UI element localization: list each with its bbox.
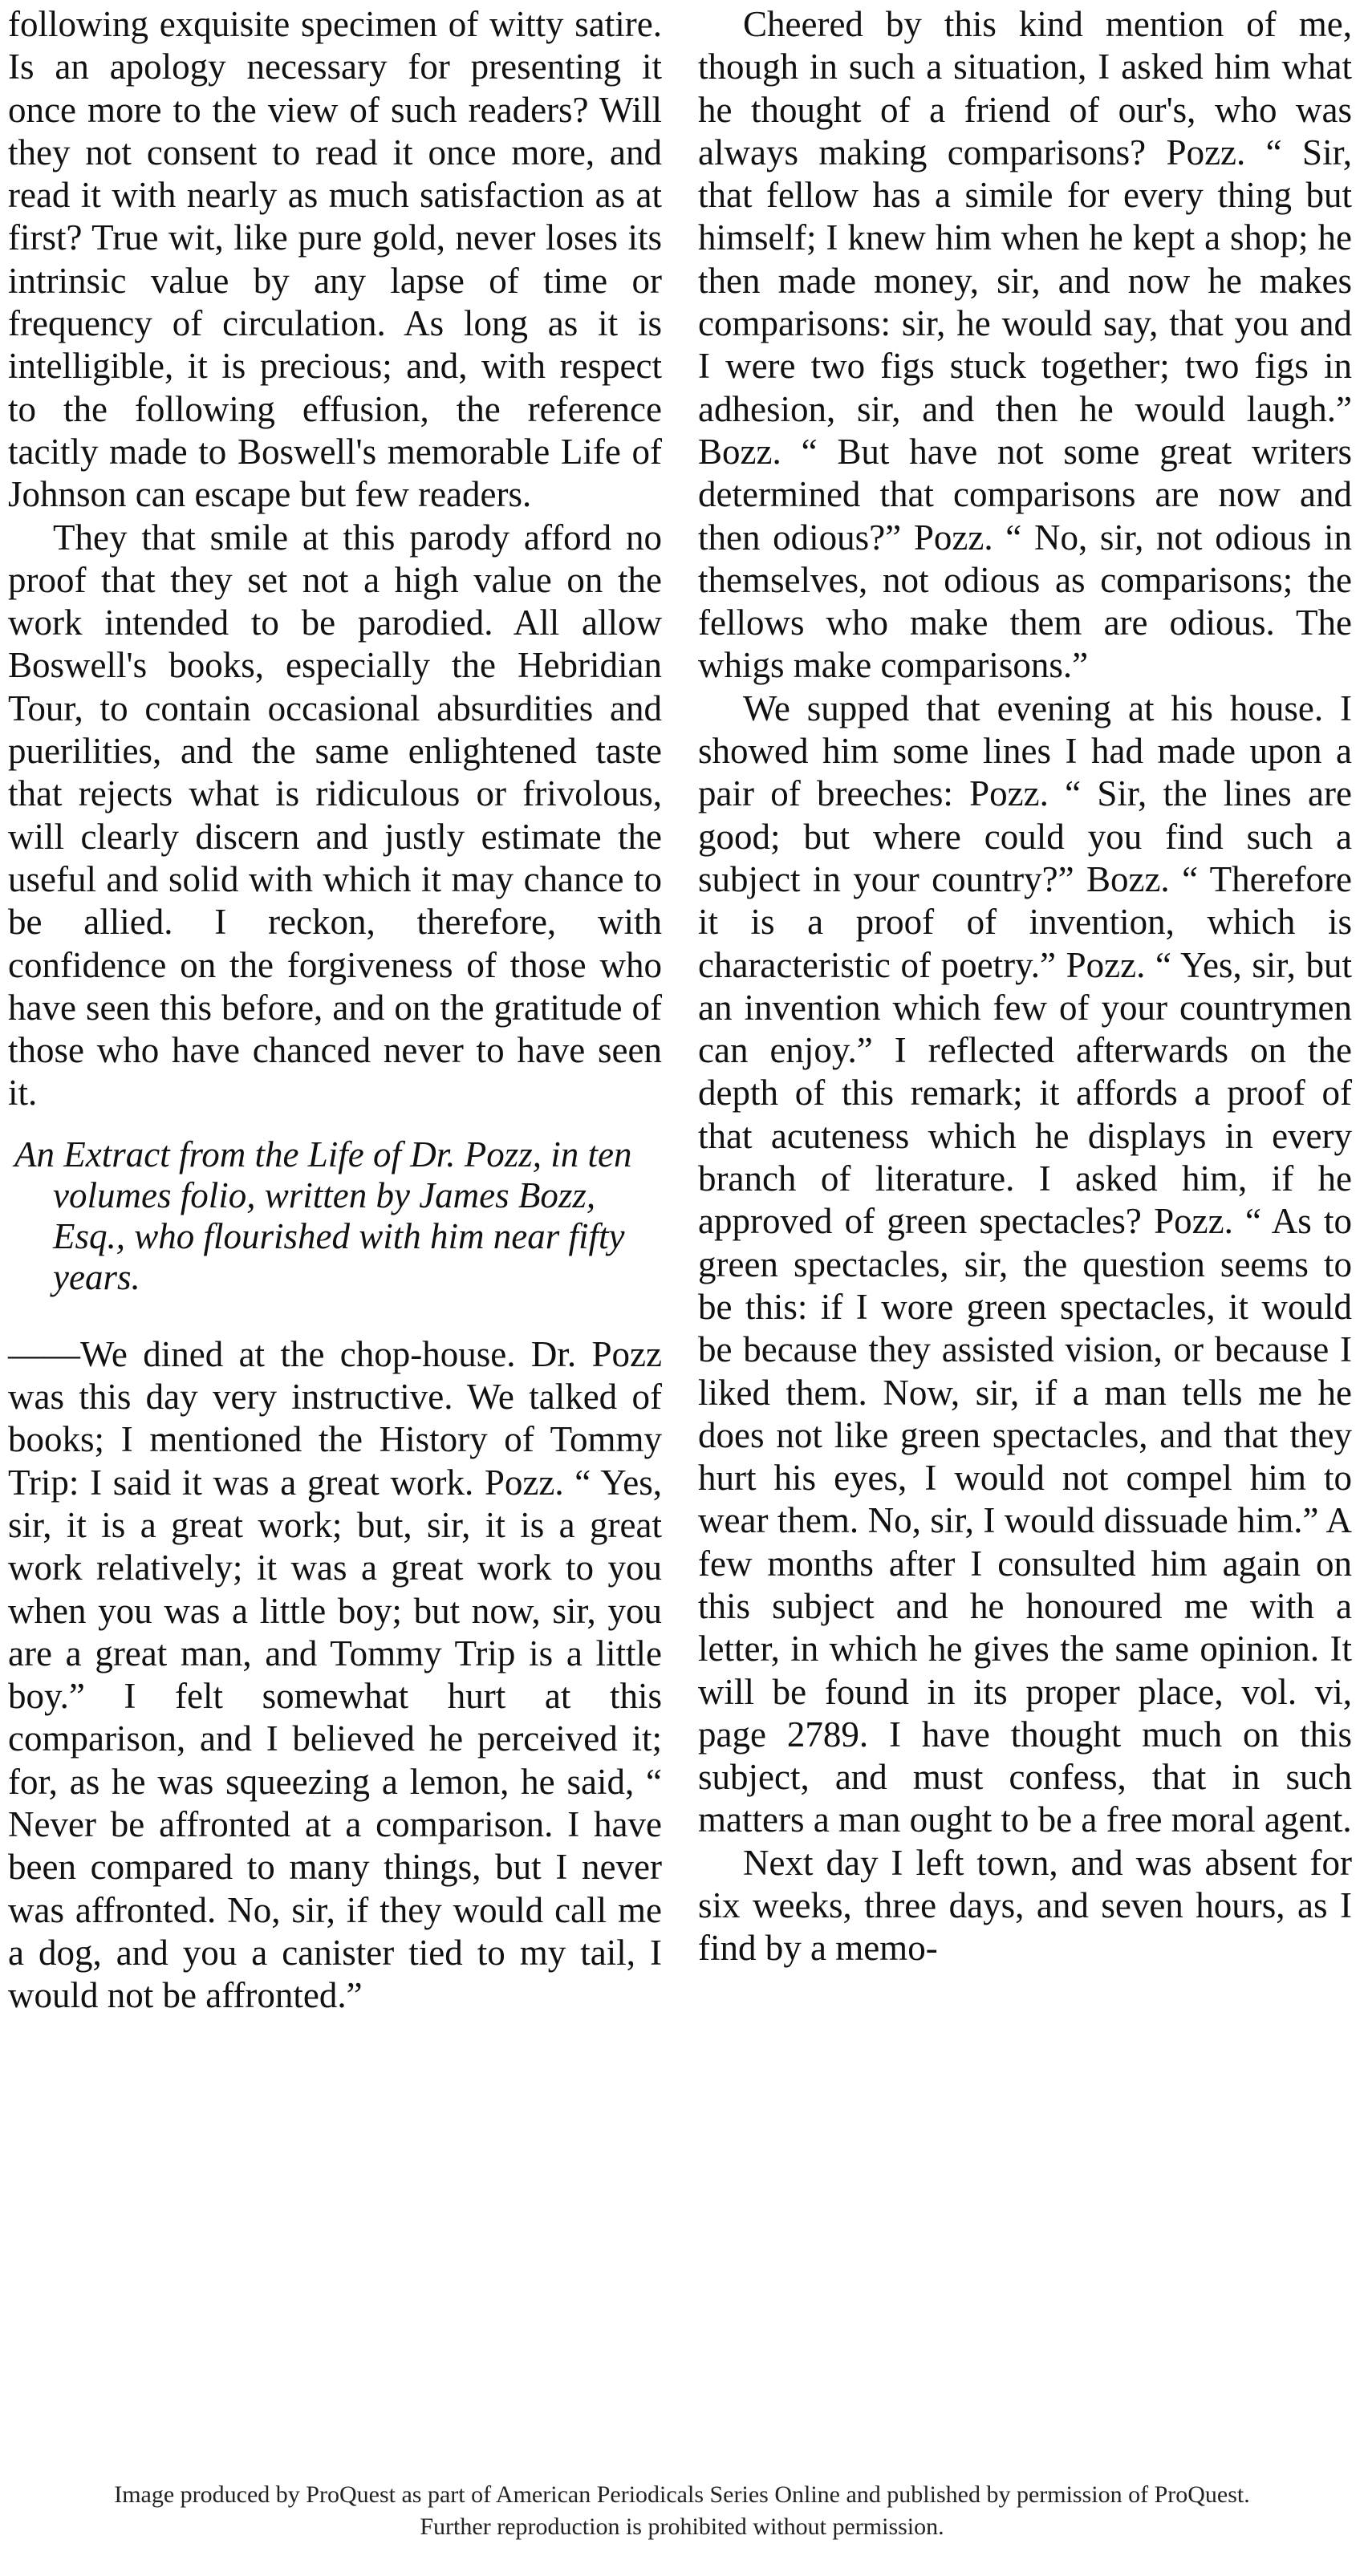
left-paragraph-2: They that smile at this parody afford no proof that they set not a high value on the work intended to be parodied. All allow Boswell's books, especially the Hebridian Tour, to contain occasional absurdities and puerilities, and the same enlightened taste that rejects what is ridiculous or frivolous, will clearly discern and justly estimate the useful and solid with which it may chance to be allied. I reckon, therefore, with confidence on the forgiveness of those who have seen this before, and on the gratitude of those who have chanced never to have seen it. [8, 517, 662, 1114]
footer-line-1: Image produced by ProQuest as part of American Periodicals Series Online and published by permission of ProQuest. [114, 2481, 1250, 2508]
left-paragraph-1: following exquisite specimen of witty satire. Is an apology necessary for presenting it once more to the view of such readers? Will they not consent to read it once more, and read it with nearly as much satisfaction as at first? True wit, like pure gold, never loses its intrinsic value by any lapse of time or frequency of circulation. As long as it is intelligible, it is precious; and, with respect to the following effusion, the reference tacitly made to Boswell's memorable Life of Johnson can escape but few readers. [8, 4, 662, 515]
left-column [8, 3, 662, 2017]
right-column [698, 3, 1352, 1970]
left-paragraph-3: ——We dined at the chop-house. Dr. Pozz was this day very instructive. We talked of books; I mentioned the History of Tommy Trip: I said it was a great work. Pozz. “ Yes, sir, it is a great work; but, sir, it is a great work relatively; it was a great work to you when you was a little boy; but now, sir, you are a great man, and Tommy Trip is a little boy.” I felt somewhat hurt at this comparison, and I believed he perceived it; for, as he was squeezing a lemon, he said, “ Never be affronted at a comparison. I have been compared to many things, but I never was affronted. No, sir, if they would call me a dog, and you a canister tied to my tail, I would not be affronted.” [8, 1333, 662, 2016]
extract-heading: An Extract from the Life of Dr. Pozz, in ten volumes folio, written by James Bozz, Esq., who flourished with him near fifty years. [14, 1134, 632, 1297]
right-paragraph-3: Next day I left town, and was absent for six weeks, three days, and seven hours, as I find by a memo- [698, 1842, 1352, 1969]
right-paragraph-1: Cheered by this kind mention of me, though in such a situation, I asked him what he thought of a friend of our's, who was always making comparisons? Pozz. “ Sir, that fellow has a simile for every thing but himself; I knew him when he kept a shop; he then made money, sir, and now he makes comparisons: sir, he would say, that you and I were two figs stuck together; two figs in adhesion, sir, and then he would laugh.” Bozz. “ But have not some great writers determined that comparisons are now and then odious?” Pozz. “ No, sir, not odious in themselves, not odious as comparisons; the fellows who make them are odious. The whigs make comparisons.” [698, 4, 1352, 686]
right-paragraph-2: We supped that evening at his house. I showed him some lines I had made upon a pair of breeches: Pozz. “ Sir, the lines are good; but where could you find such a subject in your country?” Bozz. “ Therefore it is a proof of invention, which is characteristic of poetry.” Pozz. “ Yes, sir, but an invention which few of your countrymen can enjoy.” I reflected afterwards on the depth of this remark; it affords a proof of that acuteness which he displays in every branch of literature. I asked him, if he approved of green spectacles? Pozz. “ As to green spectacles, sir, the question seems to be this: if I wore green spectacles, it would be because they assisted vision, or because I liked them. Now, sir, if a man tells me he does not like green spectacles, and that they hurt his eyes, I would not compel him to wear them. No, sir, I would dissuade him.” A few months after I consulted him again on this subject and he honoured me with a letter, in which he gives the same opinion. It will be found in its proper place, vol. vi, page 2789. I have thought much on this subject, and must confess, that in such matters a man ought to be a free moral agent. [698, 688, 1352, 1840]
footer-line-2: Further reproduction is prohibited without permission. [420, 2513, 944, 2540]
copyright-footer [0, 2479, 1364, 2543]
